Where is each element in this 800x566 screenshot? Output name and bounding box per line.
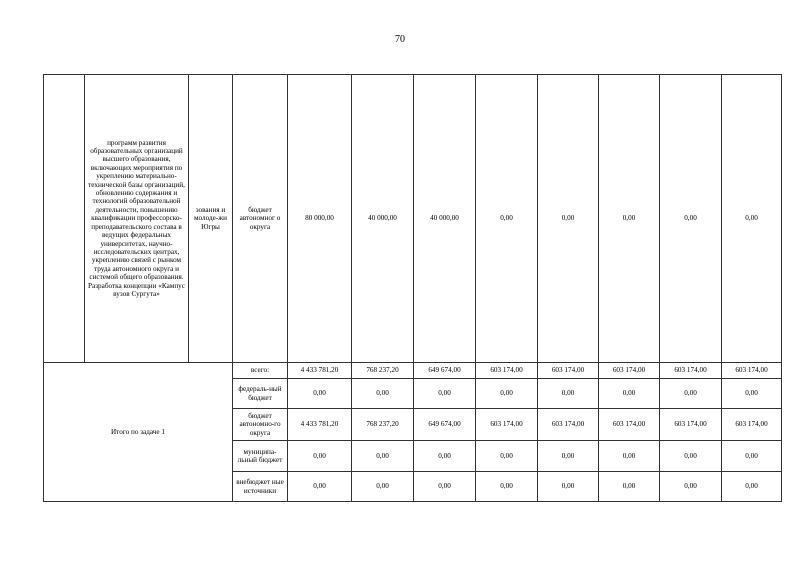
task-row	[44, 75, 782, 363]
value-y4: 0,00	[538, 441, 599, 472]
value-y1: 0,00	[352, 441, 414, 472]
value-y7: 0,00	[722, 472, 782, 502]
value-y3: 0,00	[476, 75, 538, 363]
value-total: 4 433 781,20	[288, 363, 352, 379]
value-y3: 603 174,00	[476, 363, 538, 379]
funding-source: бюджет автономно-го округа	[233, 409, 288, 441]
budget-table	[43, 74, 782, 502]
value-y1: 768 237,20	[352, 363, 414, 379]
value-y4: 603 174,00	[538, 409, 599, 441]
value-y4: 0,00	[538, 75, 599, 363]
value-y5: 0,00	[599, 379, 660, 409]
value-y4: 0,00	[538, 472, 599, 502]
value-y7: 603 174,00	[722, 363, 782, 379]
value-y4: 603 174,00	[538, 363, 599, 379]
value-y1: 0,00	[352, 379, 414, 409]
value-y3: 603 174,00	[476, 409, 538, 441]
value-y7: 603 174,00	[722, 409, 782, 441]
value-y2: 0,00	[414, 379, 476, 409]
value-y2: 649 674,00	[414, 363, 476, 379]
value-y5: 0,00	[599, 75, 660, 363]
value-y2: 0,00	[414, 472, 476, 502]
value-total: 0,00	[288, 472, 352, 502]
value-y2: 40 000,00	[414, 75, 476, 363]
value-y1: 40 000,00	[352, 75, 414, 363]
value-y6: 0,00	[660, 472, 722, 502]
value-y4: 0,00	[538, 379, 599, 409]
value-y3: 0,00	[476, 472, 538, 502]
value-y6: 0,00	[660, 441, 722, 472]
executor-cell: зования и молоде-жи Югры	[189, 75, 233, 363]
value-y7: 0,00	[722, 75, 782, 363]
funding-source: федераль-ный бюджет	[233, 379, 288, 409]
funding-source: бюджет автономног о округа	[233, 75, 288, 363]
value-y1: 0,00	[352, 472, 414, 502]
funding-source: всего:	[233, 363, 288, 379]
value-y5: 603 174,00	[599, 409, 660, 441]
value-y3: 0,00	[476, 441, 538, 472]
row-number-cell	[44, 75, 85, 363]
value-y6: 0,00	[660, 379, 722, 409]
value-y3: 0,00	[476, 379, 538, 409]
task-description: программ развития образовательных организаций высшего образования, включающих мероприятия по укреплению материально-технической базы организаций, обновлению содержания и технологий образовательной деятельности, повышению квалификации профессорско-преподавательского состава в ведущих федеральных университетах, научно-исследовательских центрах, укреплению связей с рынком труда автономного округа и системой общего образования. Разработка концепции «Кампус вузов Сургута»	[85, 75, 189, 363]
value-y1: 768 237,20	[352, 409, 414, 441]
value-total: 0,00	[288, 379, 352, 409]
value-total: 0,00	[288, 441, 352, 472]
value-y2: 649 674,00	[414, 409, 476, 441]
total-label: Итого по задаче 1	[44, 363, 233, 502]
value-y5: 0,00	[599, 441, 660, 472]
total-row-all	[44, 363, 782, 379]
value-y6: 603 174,00	[660, 409, 722, 441]
value-y7: 0,00	[722, 379, 782, 409]
value-y6: 0,00	[660, 75, 722, 363]
value-y6: 603 174,00	[660, 363, 722, 379]
value-y5: 0,00	[599, 472, 660, 502]
funding-source: внебюджет ные источники	[233, 472, 288, 502]
value-y2: 0,00	[414, 441, 476, 472]
value-y5: 603 174,00	[599, 363, 660, 379]
funding-source: муниципа-льный бюджет	[233, 441, 288, 472]
value-total: 4 433 781,20	[288, 409, 352, 441]
page-number: 70	[395, 34, 405, 45]
value-y7: 0,00	[722, 441, 782, 472]
value-total: 80 000,00	[288, 75, 352, 363]
